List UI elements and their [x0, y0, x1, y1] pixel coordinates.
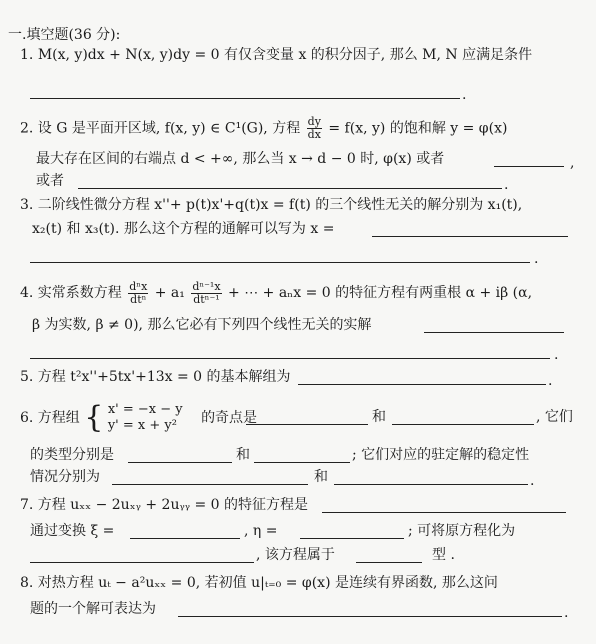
answer-blank-q4-b[interactable] — [30, 358, 550, 359]
nth-derivative-fraction — [128, 281, 148, 306]
question-3-line-2: x₂(t) 和 x₃(t). 那么这个方程的通解可以写为 x = — [32, 221, 335, 237]
question-2-text-a: 2. 设 G 是平面开区域, f(x, y) ∈ C¹(G), 方程 — [20, 120, 301, 137]
equation-system — [108, 402, 183, 434]
n-minus-1-derivative-fraction — [191, 281, 221, 306]
question-6-line-3-and: 和 — [314, 469, 328, 485]
question-4-line-1 — [20, 280, 532, 306]
answer-blank-q1[interactable] — [30, 98, 460, 99]
question-6-line-2-b: ; 它们对应的驻定解的稳定性 — [352, 447, 530, 463]
answer-blank-q7-eta[interactable] — [300, 538, 404, 539]
answer-blank-q6-stability-2[interactable] — [334, 484, 528, 485]
question-2-text-b: = f(x, y) 的饱和解 y = φ(x) — [328, 120, 508, 137]
answer-blank-q6-singular-1[interactable] — [246, 424, 368, 425]
answer-blank-q7-canonical[interactable] — [30, 562, 254, 563]
question-6-mid: 的奇点是 — [201, 410, 258, 426]
answer-blank-q7-type[interactable] — [356, 562, 422, 563]
system-equation-2: y' = x + y² — [107, 418, 177, 433]
period-mark: . — [548, 373, 553, 389]
question-1-text — [20, 46, 532, 64]
answer-blank-q2-b[interactable] — [78, 188, 502, 189]
question-7-line-3-b: 型 . — [432, 547, 455, 563]
question-4-mid: + a₁ — [154, 285, 185, 301]
answer-blank-q6-stability-1[interactable] — [112, 484, 308, 485]
question-3-line-1: 3. 二阶线性微分方程 x''+ p(t)x'+q(t)x = f(t) 的三个线性无关的解分别为 x₁(t), — [20, 197, 523, 213]
period-mark: . — [504, 177, 509, 193]
question-8-line-1: 8. 对热方程 uₜ − a²uₓₓ = 0, 若初值 u|ₜ₌₀ = φ(x) 是连续有界函数, 那么这问 — [20, 575, 498, 591]
answer-blank-q6-type-2[interactable] — [254, 462, 350, 463]
answer-blank-q6-singular-2[interactable] — [392, 424, 534, 425]
question-7-line-1: 7. 方程 uₓₓ − 2uₓᵧ + 2uᵧᵧ = 0 的特征方程是 — [20, 497, 308, 513]
question-4-prefix: 4. 实常系数方程 — [20, 285, 122, 301]
question-4-suffix: + ⋯ + aₙx = 0 的特征方程有两重根 α + iβ (α, — [228, 285, 533, 301]
question-2-line-2: 最大存在区间的右端点 d < +∞, 那么当 x → d − 0 时, φ(x) 或者 — [36, 151, 445, 167]
comma-mark: , — [570, 155, 575, 171]
question-7-line-2-c: ; 可将原方程化为 — [408, 523, 516, 539]
question-5-text: 5. 方程 t²x''+5tx'+13x = 0 的基本解组为 — [20, 369, 291, 385]
question-6-line-1 — [20, 398, 257, 438]
answer-blank-q6-type-1[interactable] — [128, 462, 232, 463]
system-equation-1: x' = −x − y — [107, 402, 183, 417]
answer-blank-q2-a[interactable] — [494, 166, 564, 167]
question-6-and: 和 — [372, 409, 386, 425]
answer-blank-q8[interactable] — [178, 616, 562, 617]
question-7-line-3-a: , 该方程属于 — [256, 547, 335, 563]
left-brace: { — [84, 400, 104, 435]
question-8-line-2: 题的一个解可表达为 — [30, 601, 156, 617]
answer-blank-q7-xi[interactable] — [130, 538, 240, 539]
question-2-line-3: 或者 — [36, 173, 64, 189]
derivative-fraction — [307, 116, 322, 141]
period-mark: . — [534, 251, 539, 267]
question-7-line-2-a: 通过变换 ξ = — [30, 523, 115, 539]
question-6-line-3-a: 情况分别为 — [30, 469, 100, 485]
fraction-numerator: dⁿ⁻¹x — [192, 279, 221, 293]
fraction-denominator: dx — [307, 128, 321, 141]
period-mark: . — [564, 605, 569, 621]
answer-blank-q7-char-eq[interactable] — [322, 512, 566, 513]
fraction-numerator: dy — [307, 115, 321, 128]
answer-blank-q3-a[interactable] — [372, 236, 568, 237]
answer-blank-q4-a[interactable] — [424, 332, 564, 333]
fraction-numerator: dⁿx — [129, 279, 148, 293]
section-title: 一.填空题(36 分): — [8, 27, 121, 43]
fraction-denominator: dtⁿ — [130, 292, 147, 306]
fraction-denominator: dtⁿ⁻¹ — [193, 292, 220, 306]
question-6-line-2-a: 的类型分别是 — [30, 447, 114, 463]
question-6-line-2-and: 和 — [236, 447, 250, 463]
answer-blank-q5[interactable] — [298, 384, 546, 385]
question-1-body: M(x, y)dx + N(x, y)dy = 0 有仅含变量 x 的积分因子, 那么 M, N 应满足条件 — [37, 47, 533, 63]
period-mark: . — [530, 473, 535, 489]
answer-blank-q3-b[interactable] — [30, 262, 530, 263]
question-2-line-1 — [20, 116, 507, 141]
question-1-number: 1. — [20, 47, 34, 63]
question-4-line-2: β 为实数, β ≠ 0), 那么它必有下列四个线性无关的实解 — [32, 317, 372, 333]
question-6-tail: , 它们 — [536, 409, 573, 425]
question-7-line-2-b: , η = — [244, 523, 278, 539]
period-mark: . — [554, 347, 559, 363]
period-mark: . — [462, 87, 467, 103]
question-6-prefix: 6. 方程组 — [20, 410, 80, 426]
